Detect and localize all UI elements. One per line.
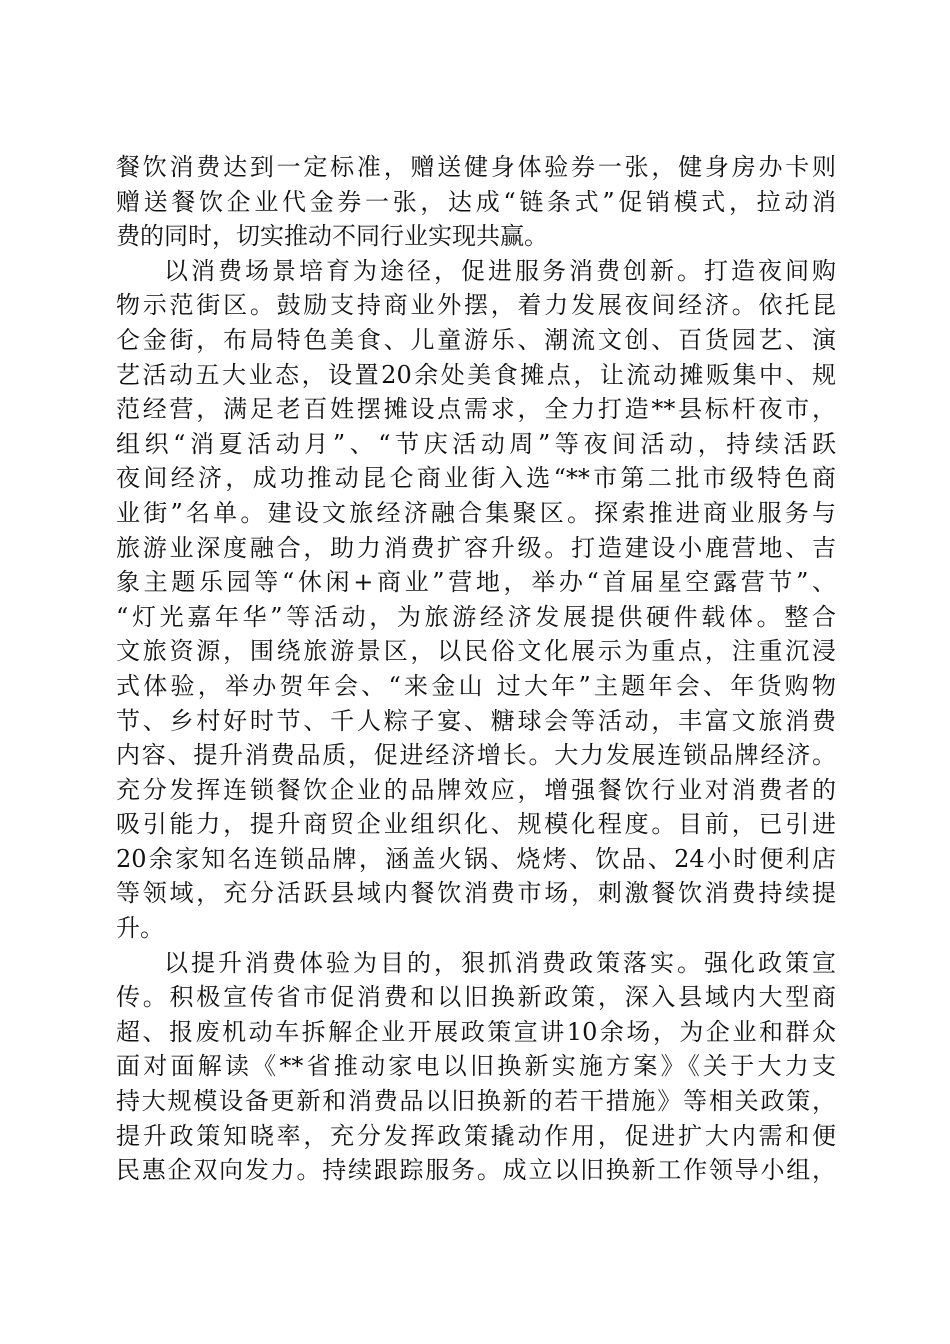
text-line: 内容、提升消费品质，促进经济增长。大力发展连锁品牌经济。 [116,741,836,770]
body-text [116,150,836,1188]
text-line: 费的同时，切实推动不同行业实现共赢。 [116,222,548,251]
text-line: 升。 [116,914,164,943]
text-line: 夜间经济，成功推动昆仑商业街入选“**市第二批市级特色商 [116,464,836,493]
text-line: 物示范街区。鼓励支持商业外摆，着力发展夜间经济。依托昆 [116,291,836,320]
text-line: 赠送餐饮企业代金券一张，达成“链条式”促销模式，拉动消 [116,187,836,216]
text-line: 持大规模设备更新和消费品以旧换新的若干措施》等相关政策， [116,1087,836,1116]
text-line: 组织“消夏活动月”、“节庆活动周”等夜间活动，持续活跃 [116,429,836,458]
paragraph-first-line: 以提升消费体验为目的，狠抓消费政策落实。强化政策宣 [164,948,836,977]
text-line: 范经营，满足老百姓摆摊设点需求，全力打造**县标杆夜市， [116,395,836,424]
text-line: 传。积极宣传省市促消费和以旧换新政策，深入县域内大型商 [116,983,836,1012]
text-line: 吸引能力，提升商贸企业组织化、规模化程度。目前，已引进 [116,810,836,839]
paragraph-first-line: 以消费场景培育为途径，促进服务消费创新。打造夜间购 [164,256,836,285]
text-line: 民惠企双向发力。持续跟踪服务。成立以旧换新工作领导小组， [116,1156,836,1185]
text-line: 面对面解读《**省推动家电以旧换新实施方案》《关于大力支 [116,1052,836,1081]
text-line: 20余家知名连锁品牌，涵盖火锅、烧烤、饮品、24小时便利店 [116,844,836,873]
text-line: 超、报废机动车拆解企业开展政策宣讲10余场，为企业和群众 [116,1017,836,1046]
text-line: 文旅资源，围绕旅游景区，以民俗文化展示为重点，注重沉浸 [116,637,836,666]
text-line: 业街”名单。建设文旅经济融合集聚区。探索推进商业服务与 [116,498,836,527]
text-line: 艺活动五大业态，设置20余处美食摊点，让流动摊贩集中、规 [116,360,836,389]
text-line: 提升政策知晓率，充分发挥政策撬动作用，促进扩大内需和便 [116,1121,836,1150]
text-line: 餐饮消费达到一定标准，赠送健身体验券一张，健身房办卡则 [116,153,836,181]
text-line: 等领域，充分活跃县域内餐饮消费市场，刺激餐饮消费持续提 [116,879,836,908]
text-line: 旅游业深度融合，助力消费扩容升级。打造建设小鹿营地、吉 [116,533,836,562]
text-line: 仑金街，布局特色美食、儿童游乐、潮流文创、百货园艺、演 [116,325,836,354]
text-line: 象主题乐园等“休闲+商业”营地，举办“首届星空露营节”、 [116,568,836,597]
text-line: 节、乡村好时节、千人粽子宴、糖球会等活动，丰富文旅消费 [116,706,836,735]
text-line: “灯光嘉年华”等活动，为旅游经济发展提供硬件载体。整合 [116,602,836,631]
text-line: 式体验，举办贺年会、“来金山 过大年”主题年会、年货购物 [116,671,836,700]
text-line: 充分发挥连锁餐饮企业的品牌效应，增强餐饮行业对消费者的 [116,775,836,804]
